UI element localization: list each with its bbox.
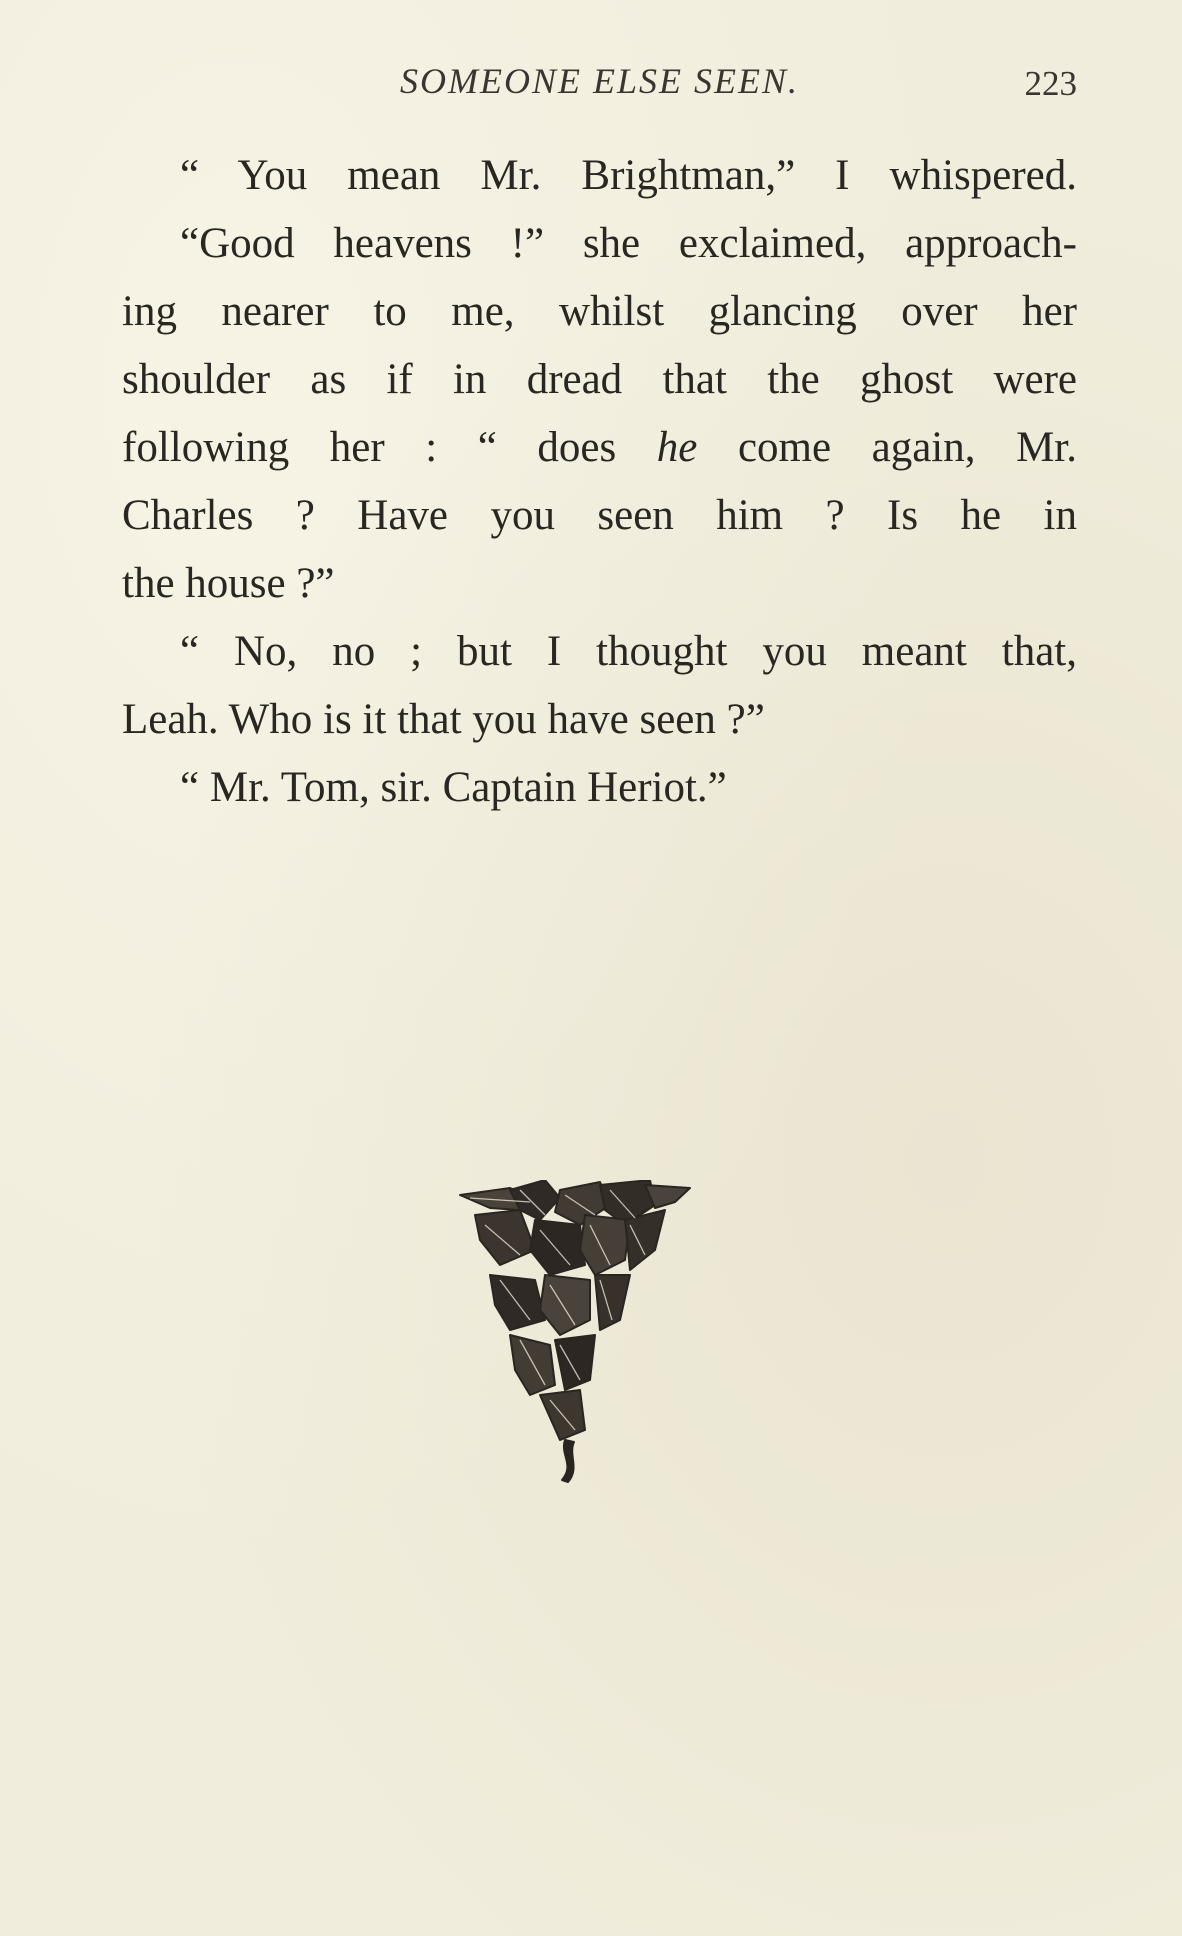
text-line: shoulder as if in dread that the ghost were [122,356,1077,403]
text-line: Leah. Who is it that you have seen ?” [122,696,765,743]
running-title: SOMEONE ELSE SEEN. [400,61,799,101]
running-head [122,60,1077,104]
ivy-leaf-tailpiece-icon [450,1180,750,1490]
text-line: Charles ? Have you seen him ? Is he in [122,492,1077,539]
text-line: “ You mean Mr. Brightman,” I whispered. [180,152,1077,199]
text-line: ing nearer to me, whilst glancing over her [122,288,1077,335]
text-line: the house ?” [122,560,335,607]
text-line: “ Mr. Tom, sir. Captain Heriot.” [180,764,727,811]
text-line: “Good heavens !” she exclaimed, approach- [180,220,1077,267]
text-line: following her : “ does he come again, Mr. [122,424,1077,471]
page-number: 223 [1024,64,1077,103]
text-line: “ No, no ; but I thought you meant that, [180,628,1077,675]
body-text [122,142,1077,822]
